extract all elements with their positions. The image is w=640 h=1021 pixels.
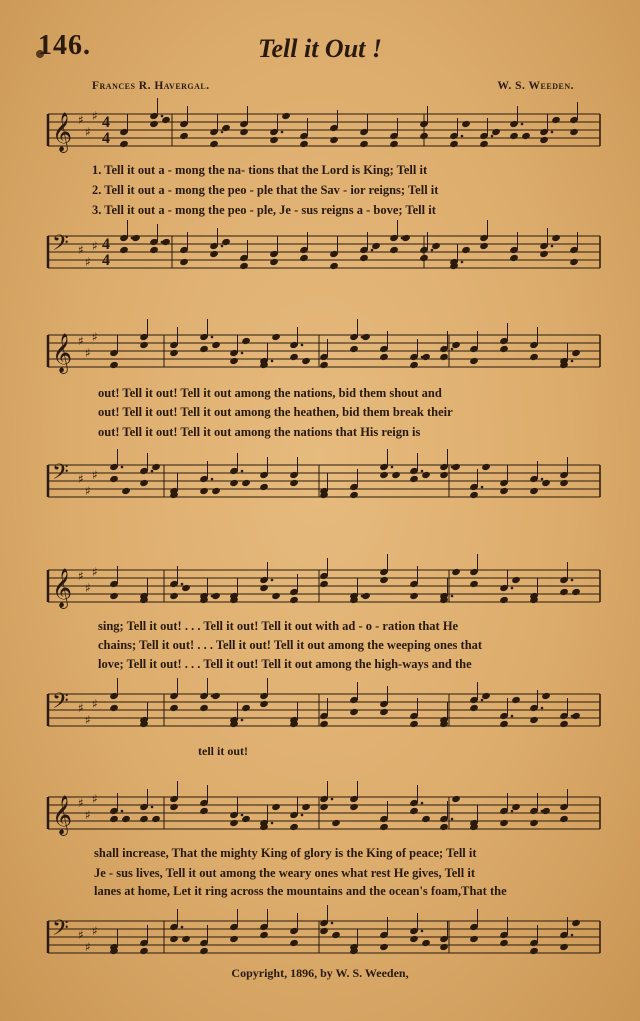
sharp-icon: ♯ bbox=[78, 701, 84, 715]
sharp-icon: ♯ bbox=[85, 255, 91, 269]
sharp-icon: ♯ bbox=[92, 924, 98, 938]
hymn-number: 146. bbox=[38, 30, 91, 61]
lyric-line-3-1: sing; Tell it out! . . . Tell it out! Tell it out with ad - o - ration that He bbox=[98, 619, 459, 633]
note-head bbox=[109, 361, 119, 369]
note-head bbox=[529, 947, 539, 955]
note-head bbox=[449, 140, 459, 148]
lyric-line-1-3: 3. Tell it out a - mong the peo - ple, Je - sus reigns a - bove; Tell it bbox=[92, 203, 436, 217]
note-head bbox=[229, 935, 239, 943]
sharp-icon: ♯ bbox=[78, 472, 84, 486]
note-head bbox=[199, 807, 209, 815]
lyric-line-2-2: out! Tell it out! Tell it out among the heathen, bid them break their bbox=[98, 405, 453, 419]
treble-clef-icon: 𝄞 bbox=[52, 795, 73, 835]
svg-text:4: 4 bbox=[102, 236, 110, 253]
note-head bbox=[379, 471, 389, 479]
bass-staff-2 bbox=[44, 461, 600, 501]
author-credit: Frances R. Havergal. bbox=[92, 80, 210, 92]
note-head bbox=[149, 120, 159, 128]
note-head bbox=[539, 136, 549, 144]
sharp-icon: ♯ bbox=[85, 940, 91, 954]
note-head bbox=[439, 471, 449, 479]
sharp-icon: ♯ bbox=[78, 928, 84, 942]
note-head bbox=[409, 807, 419, 815]
lyric-line-4-1: shall increase, That the mighty King of glory is the King of peace; Tell it bbox=[94, 846, 477, 860]
svg-text:4: 4 bbox=[102, 252, 110, 269]
note-head bbox=[499, 345, 509, 353]
note-head bbox=[379, 353, 389, 361]
note-head bbox=[169, 935, 179, 943]
sharp-icon: ♯ bbox=[85, 484, 91, 498]
note-head bbox=[259, 700, 269, 708]
note-head bbox=[119, 140, 129, 148]
treble-clef-icon: 𝄞 bbox=[52, 568, 73, 608]
note-head bbox=[499, 720, 509, 728]
bass-staff-3 bbox=[44, 690, 600, 730]
sharp-icon: ♯ bbox=[85, 808, 91, 822]
note-head bbox=[559, 588, 569, 596]
sharp-icon: ♯ bbox=[92, 239, 98, 253]
note-head bbox=[559, 815, 569, 823]
lyric-line-1-2: 2. Tell it out a - mong the peo - ple that the Sav - ior reigns; Tell it bbox=[92, 183, 439, 197]
note-head bbox=[289, 479, 299, 487]
sharp-icon: ♯ bbox=[92, 565, 98, 579]
note-head bbox=[289, 353, 299, 361]
note-head bbox=[559, 943, 569, 951]
bass-clef-icon: 𝄢 bbox=[52, 460, 69, 490]
note-head bbox=[289, 939, 299, 947]
note-head bbox=[499, 487, 509, 495]
note-head bbox=[209, 140, 219, 148]
note-head bbox=[319, 720, 329, 728]
note-head bbox=[259, 584, 269, 592]
note-head bbox=[139, 479, 149, 487]
treble-clef-icon: 𝄞 bbox=[52, 333, 73, 373]
note-head bbox=[169, 803, 179, 811]
note-head bbox=[469, 935, 479, 943]
svg-text:4: 4 bbox=[102, 130, 110, 147]
note-head bbox=[499, 596, 509, 604]
note-head bbox=[529, 716, 539, 724]
note-head bbox=[529, 353, 539, 361]
note-head bbox=[139, 815, 149, 823]
note-head bbox=[469, 357, 479, 365]
note-head bbox=[469, 580, 479, 588]
treble-clef-icon: 𝄞 bbox=[52, 112, 73, 152]
note-head bbox=[179, 132, 189, 140]
note-head bbox=[169, 704, 179, 712]
note-head bbox=[289, 596, 299, 604]
note-head bbox=[329, 136, 339, 144]
note-head bbox=[469, 491, 479, 499]
sharp-icon: ♯ bbox=[85, 346, 91, 360]
treble-staff-2 bbox=[44, 331, 600, 371]
note-head bbox=[259, 931, 269, 939]
note-head bbox=[409, 720, 419, 728]
note-head bbox=[319, 803, 329, 811]
sharp-icon: ♯ bbox=[92, 330, 98, 344]
note-head bbox=[109, 815, 119, 823]
note-head bbox=[349, 803, 359, 811]
note-head bbox=[509, 254, 519, 262]
note-head bbox=[239, 128, 249, 136]
sharp-icon: ♯ bbox=[85, 125, 91, 139]
note-head bbox=[299, 254, 309, 262]
note-head bbox=[319, 927, 329, 935]
note-head bbox=[149, 246, 159, 254]
note-head bbox=[199, 345, 209, 353]
note-head bbox=[229, 357, 239, 365]
note-head bbox=[409, 935, 419, 943]
note-head bbox=[229, 819, 239, 827]
bass-staff-4 bbox=[44, 917, 600, 957]
hymn-title: Tell it Out ! bbox=[257, 34, 382, 63]
treble-staff-4 bbox=[44, 793, 600, 833]
sharp-icon: ♯ bbox=[92, 792, 98, 806]
note-head bbox=[389, 140, 399, 148]
note-head bbox=[109, 592, 119, 600]
note-head bbox=[419, 254, 429, 262]
note-head bbox=[529, 487, 539, 495]
sharp-icon: ♯ bbox=[78, 334, 84, 348]
sharp-icon: ♯ bbox=[85, 581, 91, 595]
note-head bbox=[379, 576, 389, 584]
note-head bbox=[499, 819, 509, 827]
note-head bbox=[379, 943, 389, 951]
note-head bbox=[379, 823, 389, 831]
note-head bbox=[199, 487, 209, 495]
note-head bbox=[319, 361, 329, 369]
note-head bbox=[409, 361, 419, 369]
svg-text:4: 4 bbox=[102, 114, 110, 131]
note-head bbox=[419, 132, 429, 140]
note-head bbox=[499, 939, 509, 947]
note-head bbox=[569, 258, 579, 266]
note-head bbox=[199, 947, 209, 955]
sharp-icon: ♯ bbox=[78, 569, 84, 583]
note-head bbox=[479, 242, 489, 250]
note-head bbox=[109, 704, 119, 712]
sharp-icon: ♯ bbox=[92, 468, 98, 482]
note-head bbox=[289, 823, 299, 831]
note-head bbox=[359, 140, 369, 148]
lyric-line-4-3: lanes at home, Let it ring across the mountains and the ocean's foam,That the bbox=[94, 884, 507, 898]
bass-clef-icon: 𝄢 bbox=[52, 916, 69, 946]
note-head bbox=[349, 708, 359, 716]
bass-staff-1 bbox=[44, 232, 600, 272]
lyric-line-3-2: chains; Tell it out! . . . Tell it out! Tell it out among the weeping ones that bbox=[98, 638, 483, 652]
note-head bbox=[559, 479, 569, 487]
note-head bbox=[269, 258, 279, 266]
note-head bbox=[239, 262, 249, 270]
sharp-icon: ♯ bbox=[92, 697, 98, 711]
note-head bbox=[179, 258, 189, 266]
lyric-line-3-3: love; Tell it out! . . . Tell it out! Tell it out among the high-ways and the bbox=[98, 657, 472, 671]
note-head bbox=[409, 592, 419, 600]
note-head bbox=[109, 475, 119, 483]
note-head bbox=[259, 483, 269, 491]
note-head bbox=[269, 136, 279, 144]
note-head bbox=[469, 704, 479, 712]
bass-clef-icon: 𝄢 bbox=[52, 231, 69, 261]
note-head bbox=[299, 140, 309, 148]
note-head bbox=[439, 353, 449, 361]
note-head bbox=[539, 250, 549, 258]
note-head bbox=[389, 246, 399, 254]
sharp-icon: ♯ bbox=[92, 109, 98, 123]
note-head bbox=[569, 128, 579, 136]
note-head bbox=[139, 947, 149, 955]
note-head bbox=[439, 943, 449, 951]
sharp-icon: ♯ bbox=[78, 113, 84, 127]
treble-staff-1 bbox=[44, 110, 600, 150]
note-head bbox=[199, 704, 209, 712]
note-head bbox=[229, 479, 239, 487]
treble-staff-3 bbox=[44, 566, 600, 606]
note-head bbox=[319, 580, 329, 588]
bass-clef-icon: 𝄢 bbox=[52, 689, 69, 719]
copyright-notice: Copyright, 1896, by W. S. Weeden, bbox=[231, 966, 409, 980]
lyric-line-1-1: 1. Tell it out a - mong the na- tions that the Lord is King; Tell it bbox=[92, 163, 428, 177]
note-head bbox=[139, 341, 149, 349]
note-head bbox=[529, 819, 539, 827]
lyric-line-2-3: out! Tell it out! Tell it out among the nations that His reign is bbox=[98, 425, 421, 439]
note-head bbox=[329, 262, 339, 270]
sharp-icon: ♯ bbox=[78, 243, 84, 257]
composer-credit: W. S. Weeden. bbox=[497, 80, 574, 92]
lyric-line-2-1: out! Tell it out! Tell it out among the nations, bid them shout and bbox=[98, 386, 442, 400]
note-head bbox=[169, 349, 179, 357]
note-head bbox=[479, 140, 489, 148]
note-head bbox=[349, 491, 359, 499]
note-head bbox=[409, 475, 419, 483]
sharp-icon: ♯ bbox=[85, 713, 91, 727]
note-head bbox=[209, 250, 219, 258]
note-head bbox=[359, 254, 369, 262]
note-head bbox=[169, 592, 179, 600]
note-head bbox=[439, 823, 449, 831]
note-head bbox=[559, 720, 569, 728]
lyric-line-4-2: Je - sus lives, Tell it out among the weary ones what rest He gives, Tell it bbox=[94, 866, 476, 880]
note-head bbox=[349, 345, 359, 353]
note-head bbox=[379, 708, 389, 716]
lyric-interjection: tell it out! bbox=[198, 744, 248, 758]
sharp-icon: ♯ bbox=[78, 796, 84, 810]
note-head bbox=[119, 246, 129, 254]
note-head bbox=[509, 132, 519, 140]
